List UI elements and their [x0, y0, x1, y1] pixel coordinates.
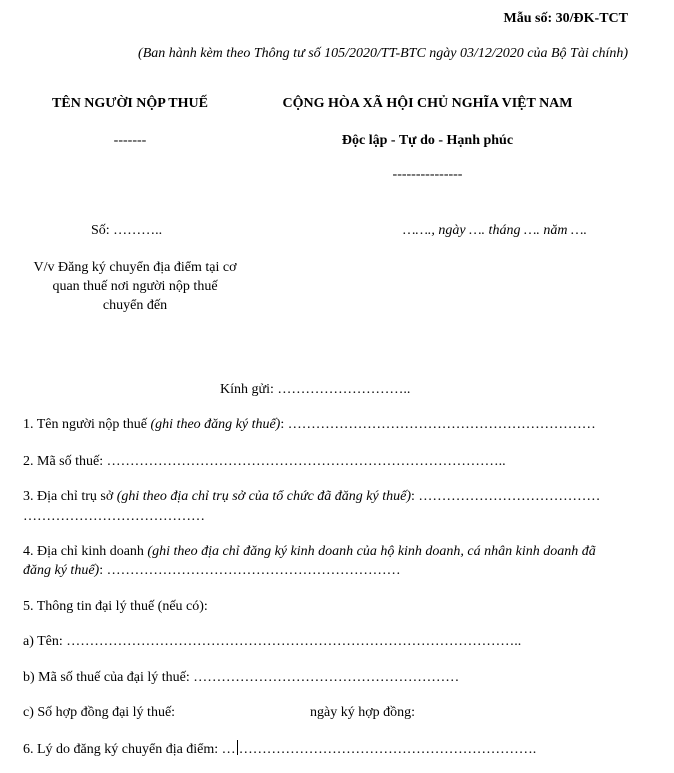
motto: Độc lập - Tự do - Hạnh phúc — [341, 133, 514, 148]
issued-note: (Ban hành kèm theo Thông tư số 105/2020/TT-BTC ngày 03/12/2020 của Bộ Tài chính) — [138, 46, 628, 61]
subject-line: V/v Đăng ký chuyển địa điểm tại cơ — [33, 260, 237, 275]
item-3-note: (ghi theo địa chỉ trụ sở của tổ chức đã đăng ký thuế) — [116, 489, 412, 504]
item-3-continuation[interactable]: ………………………………… — [23, 509, 205, 524]
national-title: CỘNG HÒA XÃ HỘI CHỦ NGHĨA VIỆT NAM — [282, 96, 573, 111]
item-3-label: 3. Địa chỉ trụ sở — [23, 489, 117, 504]
item-1-note: (ghi theo đăng ký thuế) — [150, 417, 281, 432]
item-6-fill[interactable]: ………………………………………………………. — [238, 742, 537, 757]
item-1-label: 1. Tên người nộp thuế — [23, 417, 151, 432]
item-5c-label[interactable]: c) Số hợp đồng đại lý thuế: — [23, 705, 176, 720]
subject-line: chuyển đến — [102, 298, 168, 313]
form-code: Mẫu số: 30/ĐK-TCT — [503, 11, 628, 26]
item-3-fill[interactable]: : ………………………………… — [411, 489, 601, 504]
greeting: Kính gửi: ……………………….. — [220, 382, 411, 397]
motto-dashes: --------------- — [392, 167, 463, 182]
item-4-line2 — [23, 563, 401, 579]
item-4-fill[interactable]: : ……………………………………………………… — [99, 563, 401, 578]
item-5c-date[interactable]: ngày ký hợp đồng: — [310, 705, 416, 720]
text-cursor — [237, 740, 238, 755]
item-4-note: (ghi theo địa chỉ đăng ký kinh doanh của hộ kinh doanh, cá nhân kinh doanh đã — [147, 544, 596, 559]
item-4-label: 4. Địa chỉ kinh doanh — [23, 544, 148, 559]
subject-line: quan thuế nơi người nộp thuế — [52, 279, 218, 294]
subject-block — [10, 258, 260, 315]
item-1-fill[interactable]: : ………………………………………………………… — [280, 417, 596, 432]
date-line: ……., ngày …. tháng …. năm …. — [403, 223, 587, 238]
item-5: 5. Thông tin đại lý thuế (nếu có): — [23, 599, 208, 614]
item-2[interactable]: 2. Mã số thuế: ………………………………………………………………………….. — [23, 454, 506, 469]
taxpayer-dashes: ------- — [113, 133, 147, 148]
item-5a[interactable]: a) Tên: …………………………………………………………………………………….. — [23, 634, 522, 649]
item-6 — [23, 740, 536, 758]
document-number: Số: ……….. — [91, 223, 163, 238]
item-6-label: 6. Lý do đăng ký chuyển địa điểm: … — [23, 742, 236, 757]
taxpayer-name-title: TÊN NGƯỜI NỘP THUẾ — [52, 96, 208, 111]
item-4-note-cont: đăng ký thuế) — [23, 563, 100, 578]
item-5b[interactable]: b) Mã số thuế của đại lý thuế: ………………………………………………… — [23, 670, 460, 685]
item-3 — [23, 489, 600, 505]
item-4 — [23, 544, 596, 560]
item-1 — [23, 417, 596, 433]
